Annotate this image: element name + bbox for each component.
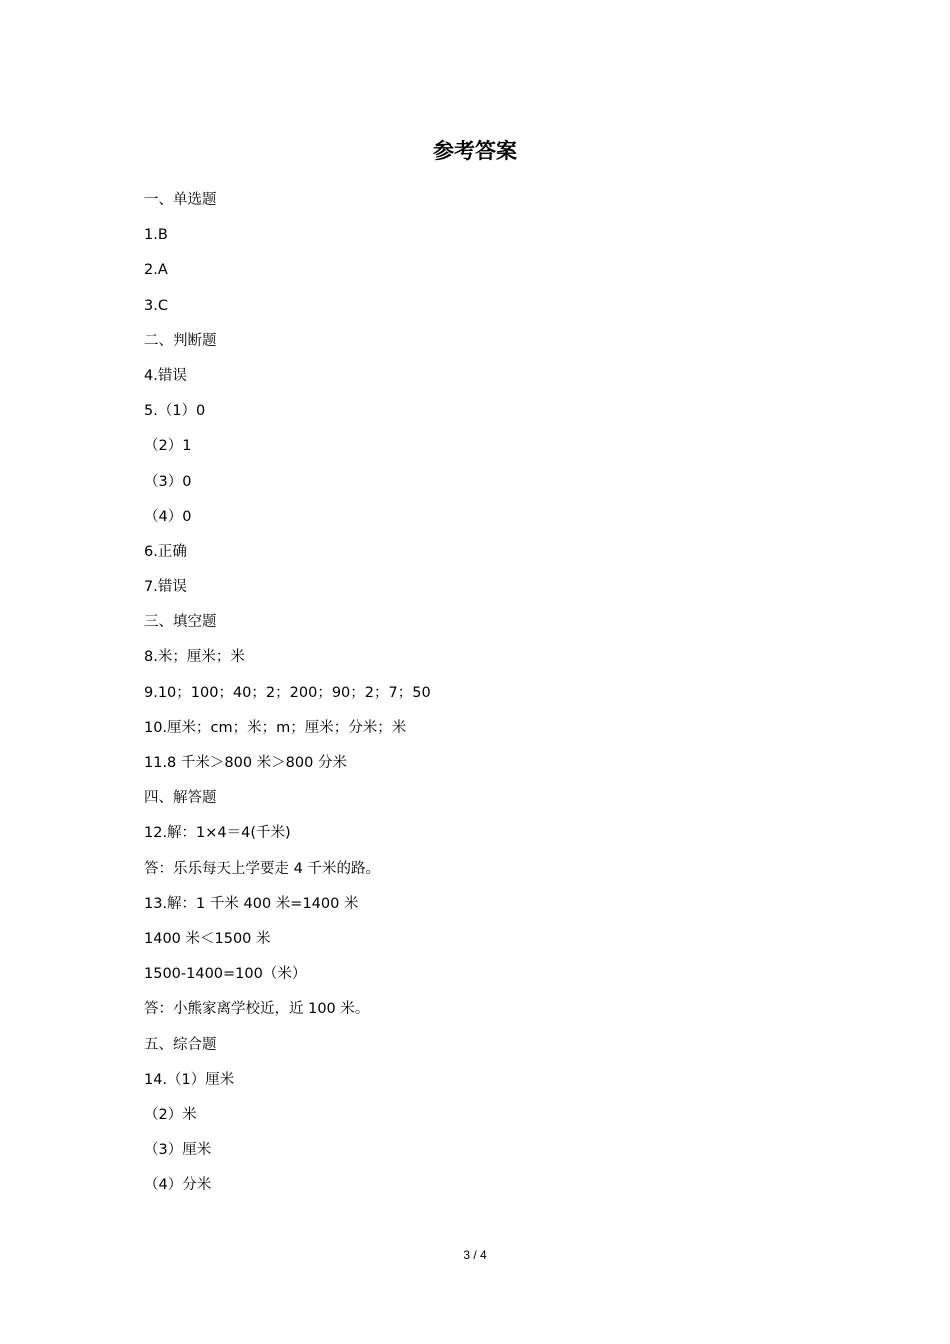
page-number: 3 / 4: [463, 1248, 487, 1262]
answer-line: （4）分米: [144, 1177, 212, 1194]
answer-line: 12.解：1×4＝4(千米): [144, 825, 291, 842]
section-heading-fill-blank: 三、填空题: [144, 614, 217, 631]
answer-line: （2）米: [144, 1106, 197, 1123]
answer-line: 6.正确: [144, 543, 187, 560]
answer-line: 答：乐乐每天上学要走 4 千米的路。: [144, 860, 380, 877]
answer-line: 14.（1）厘米: [144, 1071, 235, 1088]
section-heading-comprehensive: 五、综合题: [144, 1036, 217, 1053]
answer-line: （3）厘米: [144, 1142, 212, 1159]
answer-line: 13.解：1 千米 400 米=1400 米: [144, 895, 359, 912]
section-heading-single-choice: 一、单选题: [144, 192, 217, 208]
answer-line: 2.A: [144, 262, 168, 279]
answer-list: [144, 186, 431, 1206]
section-heading-solution: 四、解答题: [144, 790, 217, 807]
answer-line: 5.（1）0: [144, 403, 206, 420]
answer-line: （3）0: [144, 473, 192, 490]
answer-line: 1.B: [144, 227, 168, 244]
answer-line: 10.厘米；cm；米；m；厘米；分米；米: [144, 719, 407, 736]
answer-line: 9.10；100；40；2；200；90；2；7；50: [144, 684, 431, 701]
answer-line: （2）1: [144, 438, 192, 455]
page-title: 参考答案: [433, 139, 517, 163]
answer-line: 11.8 千米＞800 米＞800 分米: [144, 755, 347, 771]
answer-line: 7.错误: [144, 579, 187, 596]
answer-line: 3.C: [144, 297, 168, 314]
answer-line: 1400 米＜1500 米: [144, 930, 271, 947]
section-heading-true-false: 二、判断题: [144, 332, 217, 349]
answer-line: （4）0: [144, 508, 192, 525]
answer-line: 1500-1400=100（米）: [144, 966, 307, 983]
answer-line: 8.米；厘米；米: [144, 649, 245, 666]
answer-line: 答：小熊家离学校近，近 100 米。: [144, 1001, 370, 1018]
answer-line: 4.错误: [144, 367, 187, 384]
